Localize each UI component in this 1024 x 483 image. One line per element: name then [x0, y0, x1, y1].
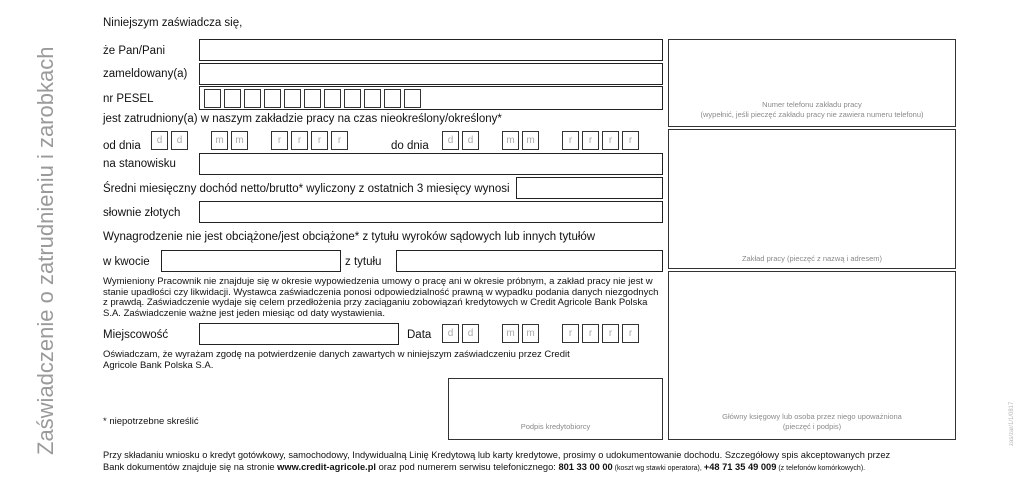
z-tytulu-label: z tytułu	[345, 256, 382, 268]
phone-number-2: +48 71 35 49 009	[703, 462, 777, 472]
company-stamp-box[interactable]	[668, 129, 956, 269]
footer-text-a: Bank dokumentów znajduje się na stronie	[103, 462, 278, 472]
date-cell[interactable]: m	[522, 324, 539, 343]
pesel-cell[interactable]	[404, 89, 421, 108]
date-separator	[482, 131, 499, 150]
intro-text: Niniejszym zaświadcza się,	[103, 17, 243, 29]
end-date-field[interactable]	[442, 131, 639, 150]
pesel-cell[interactable]	[304, 89, 321, 108]
address-field[interactable]	[199, 63, 663, 85]
accountant-caption-line2: (pieczęć i podpis)	[782, 422, 842, 431]
date-cell[interactable]: m	[502, 131, 519, 150]
date-cell[interactable]: d	[462, 131, 479, 150]
dochod-label: Średni miesięczny dochód netto/brutto* wyliczony z ostatnich 3 miesięcy wynosi	[103, 183, 510, 195]
date-cell[interactable]: r	[602, 131, 619, 150]
pesel-cell[interactable]	[264, 89, 281, 108]
footer-line-1: Przy składaniu wniosku o kredyt gotówkowy, samochodowy, Indywidualną Linię Kredytową lub karty kredytowe, prosimy o udokumentowanie dochodu. Szczegółowy spis akceptowanych przez	[103, 450, 891, 460]
phone2-note: (z telefonów komórkowych).	[776, 465, 866, 472]
do-dnia-label: do dnia	[391, 140, 429, 152]
footer-line-2	[103, 461, 963, 475]
date-cell[interactable]: r	[562, 324, 579, 343]
date-cell[interactable]: m	[522, 131, 539, 150]
date-separator	[542, 131, 559, 150]
date-cell[interactable]: m	[231, 131, 248, 150]
phone-box[interactable]	[668, 39, 956, 127]
borrower-signature-caption: Podpis kredytobiorcy	[520, 422, 591, 431]
place-field[interactable]	[199, 323, 399, 345]
date-cell[interactable]: m	[502, 324, 519, 343]
amount-field[interactable]	[161, 250, 341, 272]
company-stamp-caption: Zakład pracy (pieczęć z nazwą i adresem)	[741, 254, 883, 263]
accountant-caption-line1: Główny księgowy lub osoba przez niego upoważniona	[722, 412, 902, 421]
title-field[interactable]	[396, 250, 663, 272]
slownie-label: słownie złotych	[103, 207, 181, 219]
income-words-field[interactable]	[199, 201, 663, 223]
date-cell[interactable]: m	[211, 131, 228, 150]
footnote-text: * niepotrzebne skreślić	[103, 416, 199, 427]
data-label: Data	[407, 329, 432, 341]
stanowisko-label: na stanowisku	[103, 158, 176, 170]
date-cell[interactable]: r	[582, 131, 599, 150]
document-side-title: Zaświadczenie o zatrudnieniu i zarobkach	[33, 46, 58, 455]
date-cell[interactable]: d	[151, 131, 168, 150]
footer-text-b: oraz pod numerem serwisu telefonicznego:	[376, 462, 559, 472]
pesel-cell[interactable]	[344, 89, 361, 108]
pesel-cell[interactable]	[244, 89, 261, 108]
date-cell[interactable]: r	[622, 131, 639, 150]
phone1-note: (koszt wg stawki operatora),	[612, 465, 704, 472]
wynagrodzenie-label: Wynagrodzenie nie jest obciążone/jest obciążone* z tytułu wyroków sądowych lub innych tytułów	[103, 231, 596, 243]
date-cell[interactable]: r	[562, 131, 579, 150]
issue-date-field[interactable]	[442, 324, 639, 343]
date-cell[interactable]: r	[622, 324, 639, 343]
od-dnia-label: od dnia	[103, 140, 141, 152]
date-cell[interactable]: r	[291, 131, 308, 150]
pan-pani-label: że Pan/Pani	[103, 45, 166, 57]
date-cell[interactable]: r	[602, 324, 619, 343]
pesel-cell[interactable]	[324, 89, 341, 108]
phone-caption-line1: Numer telefonu zakładu pracy	[762, 100, 862, 109]
date-separator	[542, 324, 559, 343]
document-code: zas/zar/1/1/0817	[1009, 401, 1015, 446]
accountant-box[interactable]	[668, 271, 956, 440]
phone-caption-line2: (wypełnić, jeśli pieczęć zakładu pracy nie zawiera numeru telefonu)	[700, 110, 924, 119]
position-field[interactable]	[199, 153, 663, 175]
pesel-cells	[204, 89, 421, 108]
zameldowany-label: zameldowany(a)	[103, 68, 188, 80]
date-separator	[251, 131, 268, 150]
w-kwocie-label: w kwocie	[103, 256, 150, 268]
date-cell[interactable]: r	[311, 131, 328, 150]
consent-text: Oświadczam, że wyrażam zgodę na potwierdzenie danych zawartych w niniejszym zaświadczeniu przez Credit Agricole Bank Polska S.A.	[103, 349, 570, 371]
pesel-cell[interactable]	[384, 89, 401, 108]
pesel-cell[interactable]	[284, 89, 301, 108]
name-field[interactable]	[199, 39, 663, 61]
date-separator	[482, 324, 499, 343]
date-cell[interactable]: d	[442, 324, 459, 343]
pesel-cell[interactable]	[204, 89, 221, 108]
pesel-cell[interactable]	[224, 89, 241, 108]
phone-number-1: 801 33 00 00	[558, 462, 613, 472]
date-cell[interactable]: d	[442, 131, 459, 150]
pesel-cell[interactable]	[364, 89, 381, 108]
legal-notice: Wymieniony Pracownik nie znajduje się w okresie wypowiedzenia umowy o pracę ani w okresie próbnym, a zakład pracy nie jest w stanie upadłości czy likwidacji. Wystawca zaświadczenia ponosi odpowiedzialność prawną w wypadku podania danych niezgodnych z prawdą. Zaświadczenie wydaje się celem przedłożenia przy zaciąganiu zobowiązań kredytowych w Credit Agricole Bank Polska S.A. Zaświadczenie ważne jest jeden miesiąc od daty wystawienia.	[103, 276, 659, 319]
date-cell[interactable]: d	[171, 131, 188, 150]
income-field[interactable]	[516, 177, 663, 199]
pesel-field[interactable]	[199, 86, 663, 110]
footer-info	[103, 449, 963, 475]
start-date-field[interactable]	[151, 131, 348, 150]
zatrudniony-label: jest zatrudniony(a) w naszym zakładzie pracy na czas nieokreślony/określony*	[103, 113, 502, 125]
pesel-label: nr PESEL	[103, 93, 154, 105]
date-cell[interactable]: r	[582, 324, 599, 343]
date-cell[interactable]: d	[462, 324, 479, 343]
borrower-signature-box[interactable]	[448, 378, 663, 440]
date-cell[interactable]: r	[271, 131, 288, 150]
miejscowosc-label: Miejscowość	[103, 329, 169, 341]
date-separator	[191, 131, 208, 150]
website-link[interactable]: www.credit-agricole.pl	[277, 462, 377, 472]
date-cell[interactable]: r	[331, 131, 348, 150]
